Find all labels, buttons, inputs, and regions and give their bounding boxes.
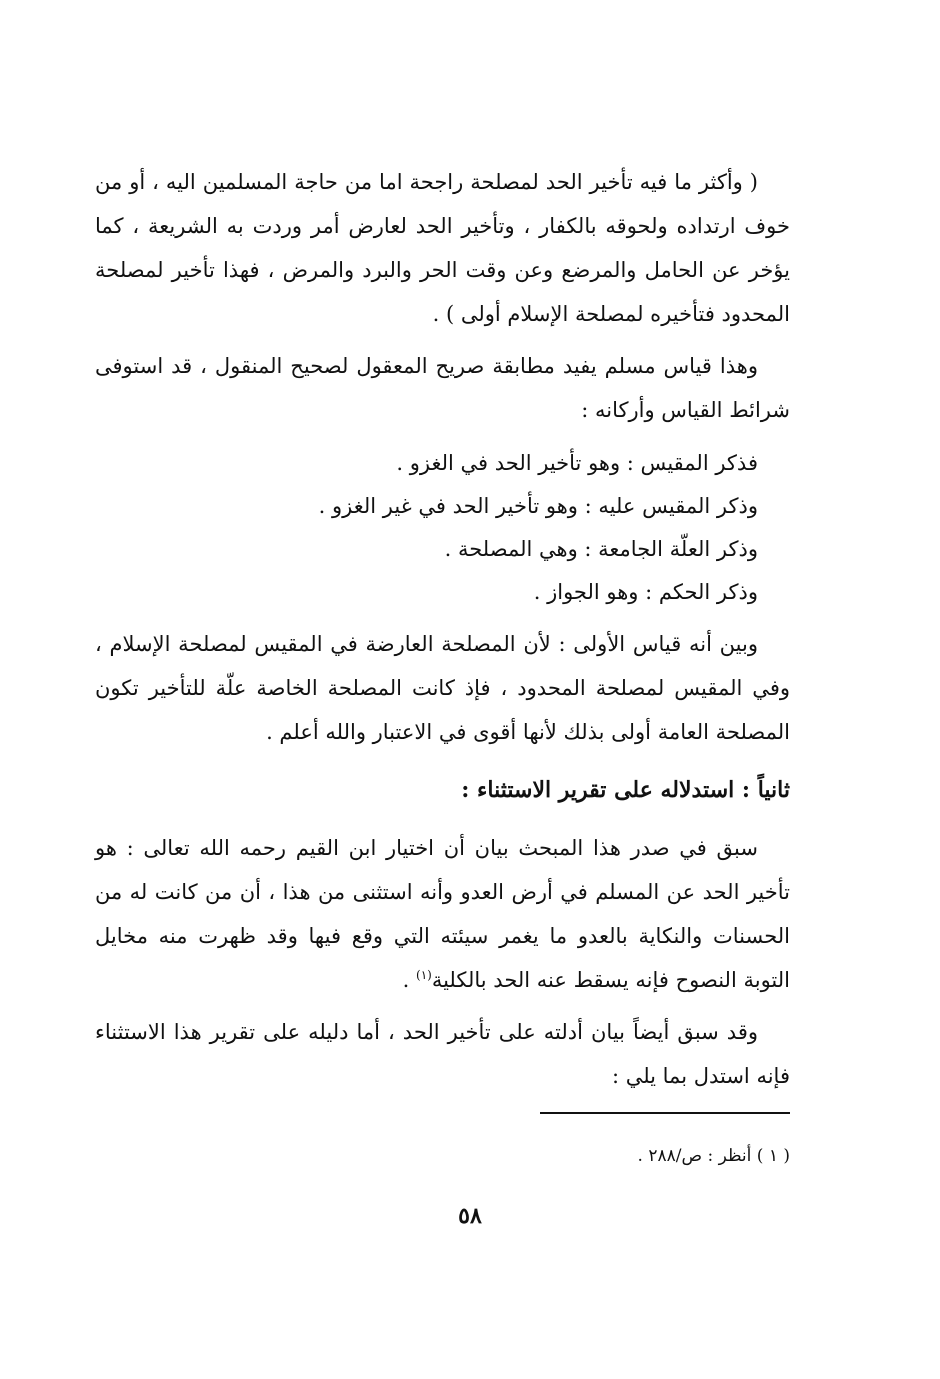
paragraph-priority: وبين أنه قياس الأولى : لأن المصلحة العارضة في المقيس لمصلحة الإسلام ، وفي المقيس لمصلحة المحدود ، فإذ كانت المصلحة الخاصة علّة للتأخير تكون المصلحة العامة أولى بذلك لأنها أقوى في الاعتبار والله أعلم . [95,632,790,744]
section-heading: ثانياً : استدلاله على تقرير الاستثناء : [461,777,790,803]
list-item: وذكر العلّة الجامعة : وهي المصلحة . [444,537,758,561]
paragraph-analogy: وهذا قياس مسلم يفيد مطابقة صريح المعقول لصحيح المنقول ، قد استوفى شرائط القياس وأركانه : [95,354,790,422]
list-item: وذكر المقيس عليه : وهو تأخير الحد في غير الغزو . [318,494,758,518]
paragraph-exception [95,826,790,1002]
list-item: وذكر الحكم : وهو الجواز . [533,580,758,604]
list-item: فذكر المقيس : وهو تأخير الحد في الغزو . [396,451,758,475]
footnote-marker[interactable]: (١) [416,968,432,982]
paragraph-quote: ( وأكثر ما فيه تأخير الحد لمصلحة راجحة اما من حاجة المسلمين اليه ، أو من خوف ارتداده ولحوقه بالكفار ، وتأخير الحد لعارض أمر وردت به الشريعة ، كما يؤخر عن الحامل والمرضع وعن وقت الحر والبرد والمرض ، فهذا تأخير لمصلحة المحدود فتأخيره لمصلحة الإسلام أولى ) . [95,170,790,326]
footnote: ( ١ ) أنظر : ص/٢٨٨ . [637,1146,790,1166]
footnote-divider [540,1112,790,1114]
page-number: ٥٨ [458,1203,482,1229]
paragraph-evidence: وقد سبق أيضاً بيان أدلته على تأخير الحد ، أما دليله على تقرير هذا الاستثناء فإنه استدل بما يلي : [95,1020,790,1088]
analogy-elements-list [95,442,790,614]
page-body [95,160,790,1098]
paragraph-exception-end: . [402,968,416,992]
paragraph-exception-text: سبق في صدر هذا المبحث بيان أن اختيار ابن القيم رحمه الله تعالى : هو تأخير الحد عن المسلم في أرض العدو وأنه استثنى من هذا ، أن من كانت له من الحسنات والنكاية بالعدو ما يغمر سيئته التي وقع فيها وقد ظهرت منه مخايل التوبة النصوح فإنه يسقط عنه الحد بالكلية [95,836,790,992]
